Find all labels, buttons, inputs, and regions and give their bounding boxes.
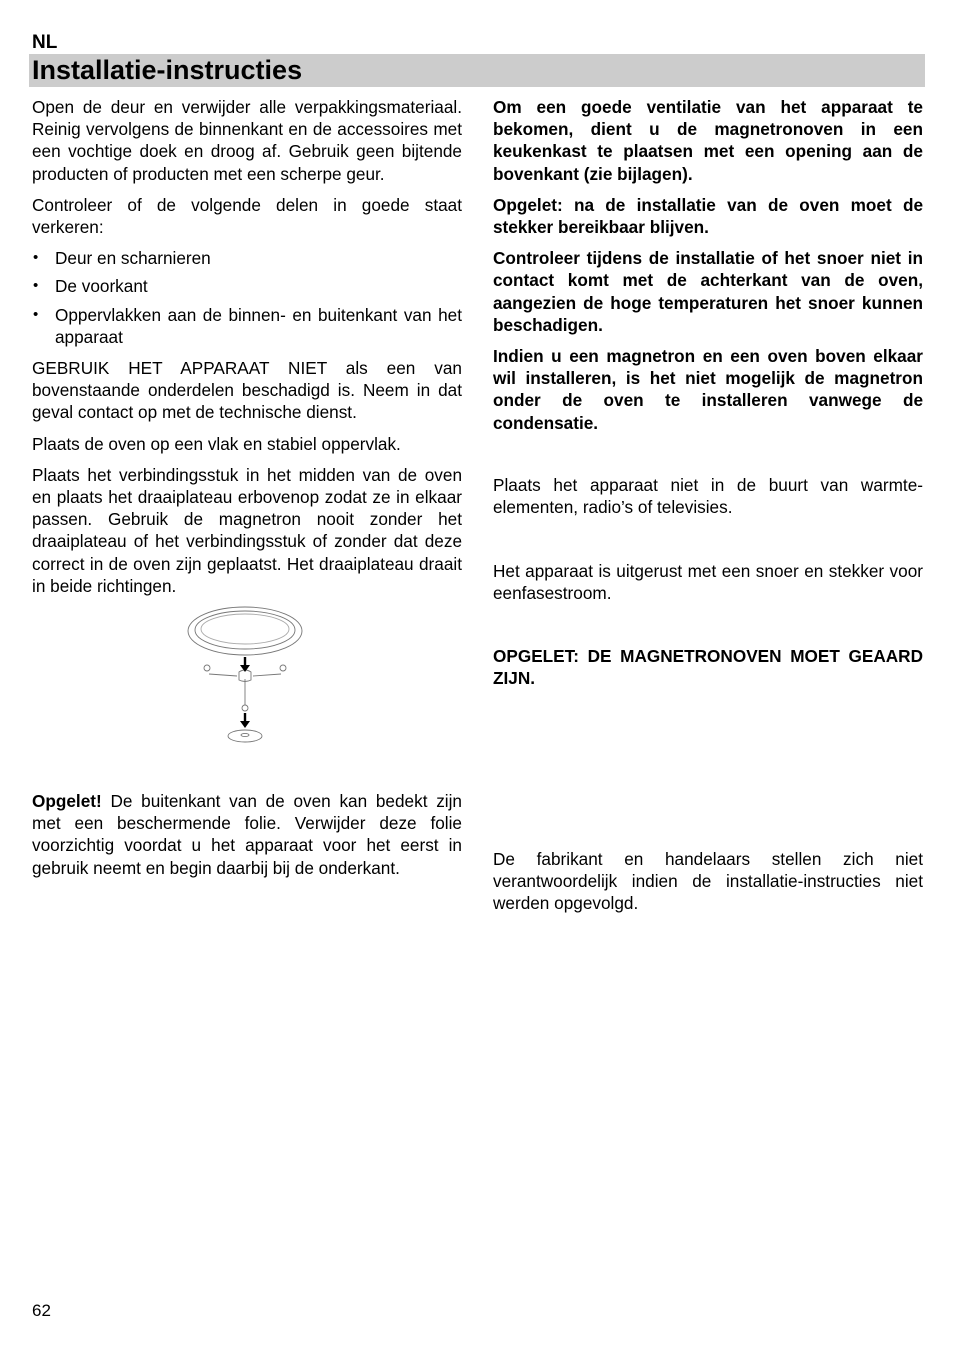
title-bar: [29, 54, 925, 87]
paragraph-ventilation: Om een goede ventilatie van het apparaat te bekomen, dient u de magnetronoven in een keukenkast te plaatsen met een opening aan de bovenkant (zie bijlagen).: [493, 97, 923, 184]
paragraph-stacking: Indien u een magnetron en een oven boven elkaar wil installeren, is het niet mogelijk de magnetron onder de oven te installeren vanwege de condensatie.: [493, 346, 923, 433]
paragraph-unpack: Open de deur en verwijder alle verpakkingsmateriaal. Reinig vervolgens de binnenkant en de accessoires met een vochtige doek en droog af. Gebruik geen bijtende producten of producten met een scherpe geur.: [32, 97, 462, 184]
warning-label: Opgelet!: [32, 791, 102, 812]
language-code: NL: [32, 32, 58, 53]
turntable-assembly-illustration: [187, 606, 307, 744]
parts-list: [32, 247, 462, 348]
warning-text: De buitenkant van de oven kan bedekt zijn met een beschermende folie. Verwijder deze folie voorzichtig voordat u het apparaat voor het eerst in gebruik neemt en begin daarbij bij de onderkant.: [32, 791, 462, 878]
list-item: • Deur en scharnieren: [32, 247, 462, 269]
paragraph-do-not-use: GEBRUIK HET APPARAAT NIET als een van bovenstaande onderdelen beschadigd is. Neem in dat geval contact op met de technische dienst.: [32, 358, 462, 423]
paragraph-grounding: OPGELET: DE MAGNETRONOVEN MOET GEAARD ZIJN.: [493, 645, 923, 688]
paragraph-power-cord: Het apparaat is uitgerust met een snoer en stekker voor eenfasestroom.: [493, 561, 923, 604]
paragraph-heat-sources: Plaats het apparaat niet in de buurt van warmte-elementen, radio’s of televisies.: [493, 474, 923, 518]
page-number: 62: [32, 1301, 51, 1320]
right-column: [493, 96, 923, 924]
paragraph-turntable: Plaats het verbindingsstuk in het midden van de oven en plaats het draaiplateau erbovenop zodat ze in elkaar passen. Gebruik de magnetron nooit zonder het draaiplateau of het verbindingsstuk of zonder dat deze correct in de oven zijn geplaatst. Het draaiplateau draait in beide richtingen.: [32, 464, 462, 596]
paragraph-plug-access: Opgelet: na de installatie van de oven moet de stekker bereikbaar blijven.: [493, 194, 923, 238]
paragraph-protective-film: [32, 790, 462, 879]
paragraph-check-parts: Controleer of de volgende delen in goede staat verkeren:: [32, 194, 462, 238]
list-item: • De voorkant: [32, 275, 462, 297]
paragraph-liability: De fabrikant en handelaars stellen zich niet verantwoordelijk indien de installatie-instructies niet werden opgevolgd.: [493, 849, 923, 914]
paragraph-cord-check: Controleer tijdens de installatie of het snoer niet in contact komt met de achterkant van de oven, aangezien de hoge temperaturen het snoer kunnen beschadigen.: [493, 248, 923, 335]
list-item: • Oppervlakken aan de binnen- en buitenkant van het apparaat: [32, 304, 462, 348]
paragraph-flat-surface: Plaats de oven op een vlak en stabiel oppervlak.: [32, 433, 401, 454]
left-column: [32, 96, 462, 888]
page-title: Installatie-instructies: [32, 55, 303, 85]
